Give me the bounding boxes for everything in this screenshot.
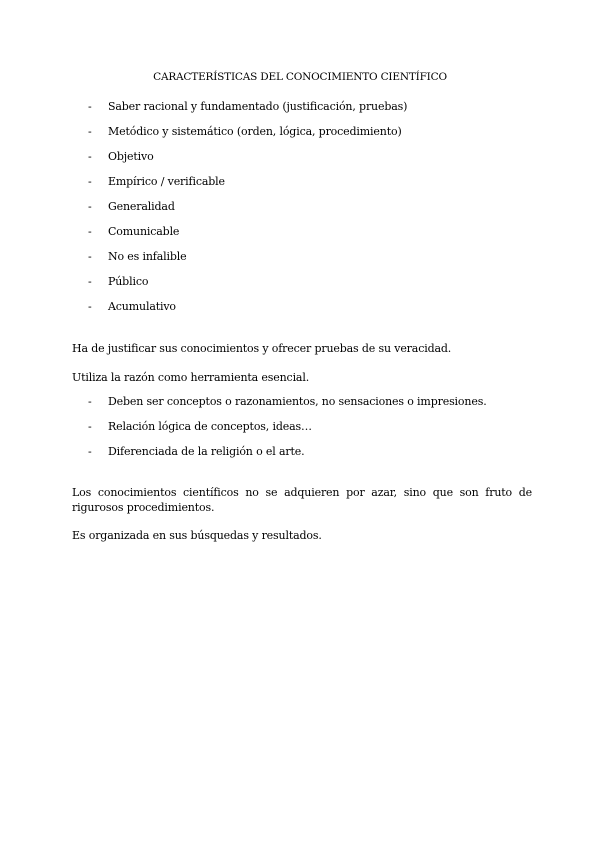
bullet-dash: - bbox=[88, 445, 92, 458]
paragraph-uses-reason: Utiliza la razón como herramienta esencial. bbox=[72, 371, 310, 384]
bullet-dash: - bbox=[88, 200, 92, 213]
list-item-text: Comunicable bbox=[108, 225, 180, 238]
list-item-text: Relación lógica de conceptos, ideas… bbox=[108, 420, 312, 433]
list-item-text: Deben ser conceptos o razonamientos, no sensaciones o impresiones. bbox=[108, 395, 487, 408]
bullet-dash: - bbox=[88, 300, 92, 313]
list-item-text: Objetivo bbox=[108, 150, 154, 163]
bullet-dash: - bbox=[88, 275, 92, 288]
list-item-text: Diferenciada de la religión o el arte. bbox=[108, 445, 305, 458]
paragraph-rigorous-procedures: Los conocimientos científicos no se adquieren por azar, sino que son fruto de rigurosos procedimientos. bbox=[72, 486, 532, 514]
bullet-dash: - bbox=[88, 100, 92, 113]
list-item-text: No es infalible bbox=[108, 250, 187, 263]
bullet-dash: - bbox=[88, 420, 92, 433]
bullet-dash: - bbox=[88, 150, 92, 163]
paragraph-justify-knowledge: Ha de justificar sus conocimientos y ofrecer pruebas de su veracidad. bbox=[72, 342, 452, 355]
bullet-dash: - bbox=[88, 175, 92, 188]
bullet-dash: - bbox=[88, 225, 92, 238]
bullet-dash: - bbox=[88, 395, 92, 408]
list-item-text: Empírico / verificable bbox=[108, 175, 225, 188]
document-title: CARACTERÍSTICAS DEL CONOCIMIENTO CIENTÍFICO bbox=[153, 71, 447, 83]
list-item-text: Metódico y sistemático (orden, lógica, procedimiento) bbox=[108, 125, 402, 138]
bullet-dash: - bbox=[88, 125, 92, 138]
list-item-text: Saber racional y fundamentado (justificación, pruebas) bbox=[108, 100, 408, 113]
list-item-text: Público bbox=[108, 275, 149, 288]
list-item-text: Generalidad bbox=[108, 200, 175, 213]
list-item-text: Acumulativo bbox=[108, 300, 176, 313]
paragraph-organized: Es organizada en sus búsquedas y resultados. bbox=[72, 529, 322, 542]
bullet-dash: - bbox=[88, 250, 92, 263]
